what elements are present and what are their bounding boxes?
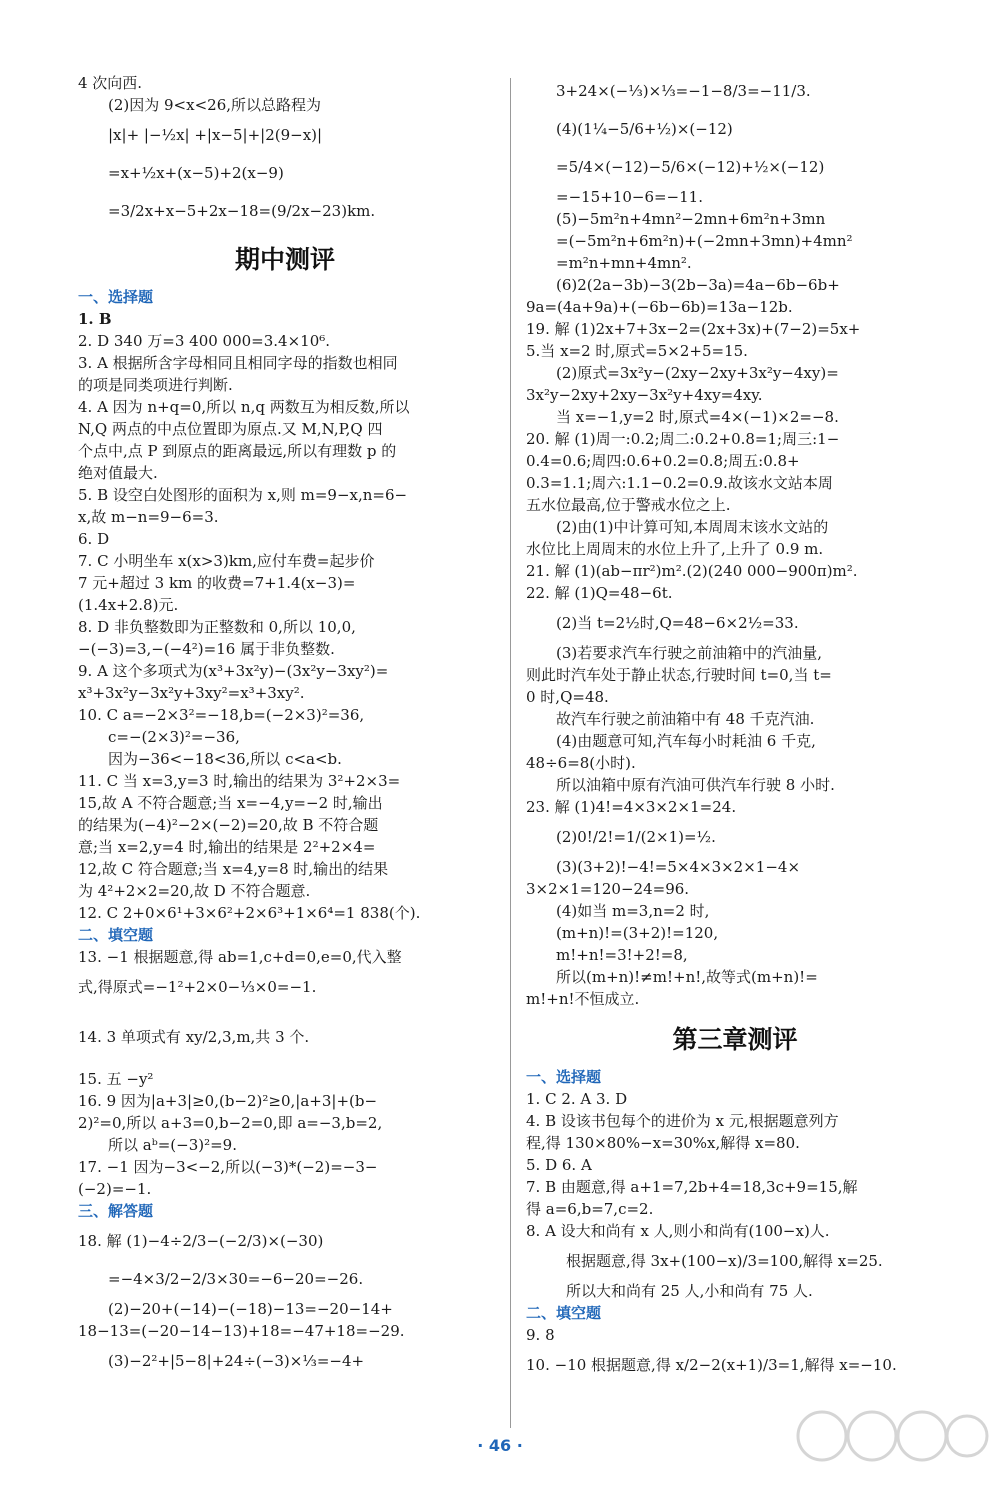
answer-line: (3)若要求汽车行驶之前油箱中的汽油量, (556, 644, 823, 662)
answer-line: 所以(m+n)!≠m!+n!,故等式(m+n)!= (556, 968, 818, 986)
answer-line: 故汽车行驶之前油箱中有 48 千克汽油. (556, 710, 815, 728)
answer-line: 所以 aᵇ=(−3)²=9. (108, 1136, 237, 1154)
answer-line: 7. C 小明坐车 x(x>3)km,应付车费=起步价 (78, 552, 375, 570)
answer-line: 14. 3 单项式有 xy/2,3,m,共 3 个. (78, 1028, 310, 1046)
answer-line: 13. −1 根据题意,得 ab=1,c+d=0,e=0,代入整 (78, 948, 402, 966)
answer-line: 5.当 x=2 时,原式=5×2+5=15. (526, 342, 748, 360)
answer-line: 因为−36<−18<36,所以 c<a<b. (108, 750, 342, 768)
answer-line: 16. 9 因为|a+3|≥0,(b−2)²≥0,|a+3|+(b− (78, 1092, 378, 1110)
answer-line: m!+n!不恒成立. (526, 990, 640, 1008)
answer-line: (2)原式=3x²y−(2xy−2xy+3x²y−4xy)= (556, 364, 839, 382)
answer-line: =5/4×(−12)−5/6×(−12)+½×(−12) (556, 158, 825, 176)
answer-line: 4 次向西. (78, 74, 143, 92)
section-heading: 一、选择题 (78, 288, 154, 306)
answer-line: 18−13=(−20−14−13)+18=−47+18=−29. (78, 1322, 405, 1340)
answer-line: x,故 m−n=9−6=3. (78, 508, 219, 526)
answer-line: 绝对值最大. (78, 464, 158, 482)
answer-line: 则此时汽车处于静止状态,行驶时间 t=0,当 t= (526, 666, 832, 684)
answer-line: 8. A 设大和尚有 x 人,则小和尚有(100−x)人. (526, 1222, 830, 1240)
answer-line: 7. B 由题意,得 a+1=7,2b+4=18,3c+9=15,解 (526, 1178, 858, 1196)
answer-line: 12,故 C 符合题意;当 x=4,y=8 时,输出的结果 (78, 860, 389, 878)
column-divider (510, 78, 511, 1428)
answer-line: 程,得 130×80%−x=30%x,解得 x=80. (526, 1134, 800, 1152)
answer-line: 为 4²+2×2=20,故 D 不符合题意. (78, 882, 311, 900)
answer-line: (3)−2²+|5−8|+24÷(−3)×⅓=−4+ (108, 1352, 365, 1370)
answer-line: |x|+ |−½x| +|x−5|+|2(9−x)| (108, 126, 323, 144)
answer-line: 22. 解 (1)Q=48−6t. (526, 584, 673, 602)
answer-line: c=−(2×3)²=−36, (108, 728, 240, 746)
answer-line: 10. C a=−2×3²=−18,b=(−2×3)²=36, (78, 706, 365, 724)
answer-line: (2)0!/2!=1/(2×1)=½. (556, 828, 716, 846)
answer-line: 20. 解 (1)周一:0.2;周二:0.2+0.8=1;周三:1− (526, 430, 840, 448)
answer-line: 9a=(4a+9a)+(−6b−6b)=13a−12b. (526, 298, 793, 316)
answer-line: −(−3)=3,−(−4²)=16 属于非负整数. (78, 640, 335, 658)
answer-line: 2)²=0,所以 a+3=0,b−2=0,即 a=−3,b=2, (78, 1114, 383, 1132)
answer-line: x³+3x²y−3x²y+3xy²=x³+3xy². (78, 684, 305, 702)
answer-line: 得 a=6,b=7,c=2. (526, 1200, 654, 1218)
answer-line: 所以油箱中原有汽油可供汽车行驶 8 小时. (556, 776, 835, 794)
answer-line: (5)−5m²n+4mn²−2mn+6m²n+3mn (556, 210, 826, 228)
answer-line: (2)由(1)中计算可知,本周周末该水文站的 (556, 518, 829, 536)
answer-line: 1. B (78, 310, 112, 328)
answer-line: m!+n!=3!+2!=8, (556, 946, 688, 964)
answer-line: 1. C 2. A 3. D (526, 1090, 628, 1108)
answer-line: 个点中,点 P 到原点的距离最远,所以有理数 p 的 (78, 442, 397, 460)
answer-line: =(−5m²n+6m²n)+(−2mn+3mn)+4mn² (556, 232, 853, 250)
answer-line: 五水位最高,位于警戒水位之上. (526, 496, 731, 514)
answer-line: 17. −1 因为−3<−2,所以(−3)*(−2)=−3− (78, 1158, 378, 1176)
answer-line: 根据题意,得 3x+(100−x)/3=100,解得 x=25. (566, 1252, 883, 1270)
answer-line: (6)2(2a−3b)−3(2b−3a)=4a−6b−6b+ (556, 276, 840, 294)
answer-line: 3+24×(−⅓)×⅓=−1−8/3=−11/3. (556, 82, 811, 100)
answer-line: (4)由题意可知,汽车每小时耗油 6 千克, (556, 732, 816, 750)
answer-line: 15,故 A 不符合题意;当 x=−4,y=−2 时,输出 (78, 794, 383, 812)
answer-line: 4. A 因为 n+q=0,所以 n,q 两数互为相反数,所以 (78, 398, 410, 416)
left-column (78, 72, 492, 1380)
answer-line: (2)−20+(−14)−(−18)−13=−20−14+ (108, 1300, 393, 1318)
answer-line: 11. C 当 x=3,y=3 时,输出的结果为 3²+2×3= (78, 772, 401, 790)
section-title: 第三章测评 (672, 1025, 798, 1054)
section-title: 期中测评 (234, 245, 335, 274)
answer-line: (2)当 t=2½时,Q=48−6×2½=33. (556, 614, 799, 632)
answer-line: 12. C 2+0×6¹+3×6²+2×6³+1×6⁴=1 838(个). (78, 904, 421, 922)
answer-line: 式,得原式=−1²+2×0−⅓×0=−1. (78, 978, 317, 996)
answer-line: 15. 五 −y² (78, 1070, 154, 1088)
answer-line: (−2)=−1. (78, 1180, 152, 1198)
answer-line: 23. 解 (1)4!=4×3×2×1=24. (526, 798, 737, 816)
answer-line: 0.3=1.1;周六:1.1−0.2=0.9.故该水文站本周 (526, 474, 833, 492)
watermark-logo (792, 1396, 992, 1486)
answer-line: 意;当 x=2,y=4 时,输出的结果是 2²+2×4= (78, 838, 376, 856)
answer-line: =3/2x+x−5+2x−18=(9/2x−23)km. (108, 202, 376, 220)
answer-line: (1.4x+2.8)元. (78, 596, 179, 614)
answer-line: N,Q 两点的中点位置即为原点.又 M,N,P,Q 四 (78, 420, 383, 438)
answer-line: 4. B 设该书包每个的进价为 x 元,根据题意列方 (526, 1112, 839, 1130)
answer-line: 48÷6=8(小时). (526, 754, 636, 772)
answer-line: =−15+10−6=−11. (556, 188, 703, 206)
answer-line: 的结果为(−4)²−2×(−2)=20,故 B 不符合题 (78, 816, 379, 834)
answer-line: 0 时,Q=48. (526, 688, 609, 706)
section-heading: 三、解答题 (78, 1202, 154, 1220)
answer-line: 18. 解 (1)−4÷2/3−(−2/3)×(−30) (78, 1232, 324, 1250)
answer-line: =−4×3/2−2/3×30=−6−20=−26. (108, 1270, 364, 1288)
right-column (526, 72, 944, 1384)
answer-line: (2)因为 9<x<26,所以总路程为 (108, 96, 322, 114)
section-heading: 一、选择题 (526, 1068, 602, 1086)
answer-line: (m+n)!=(3+2)!=120, (556, 924, 719, 942)
section-heading: 二、填空题 (526, 1304, 602, 1322)
answer-line: =x+½x+(x−5)+2(x−9) (108, 164, 284, 182)
answer-line: 所以大和尚有 25 人,小和尚有 75 人. (566, 1282, 813, 1300)
answer-line: 9. A 这个多项式为(x³+3x²y)−(3x²y−3xy²)= (78, 662, 389, 680)
answer-line: 5. D 6. A (526, 1156, 592, 1174)
answer-line: 当 x=−1,y=2 时,原式=4×(−1)×2=−8. (556, 408, 839, 426)
section-heading: 二、填空题 (78, 926, 154, 944)
answer-line: 3×2×1=120−24=96. (526, 880, 690, 898)
answer-line: 6. D (78, 530, 110, 548)
answer-line: 水位比上周周末的水位上升了,上升了 0.9 m. (526, 540, 824, 558)
answer-line: 5. B 设空白处图形的面积为 x,则 m=9−x,n=6− (78, 486, 408, 504)
answer-line: 8. D 非负整数即为正整数和 0,所以 10,0, (78, 618, 356, 636)
page-number: · 46 · (477, 1436, 523, 1455)
answer-line: 3x²y−2xy+2xy−3x²y+4xy=4xy. (526, 386, 763, 404)
answer-line: (3)(3+2)!−4!=5×4×3×2×1−4× (556, 858, 801, 876)
answer-line: 3. A 根据所含字母相同且相同字母的指数也相同 (78, 354, 398, 372)
answer-line: 2. D 340 万=3 400 000=3.4×10⁶. (78, 332, 331, 350)
answer-line: (4)(1¼−5/6+½)×(−12) (556, 120, 733, 138)
answer-line: 21. 解 (1)(ab−πr²)m².(2)(240 000−900π)m². (526, 562, 858, 580)
answer-line: (4)如当 m=3,n=2 时, (556, 902, 710, 920)
answer-line: 的项是同类项进行判断. (78, 376, 233, 394)
answer-line: 10. −10 根据题意,得 x/2−2(x+1)/3=1,解得 x=−10. (526, 1356, 897, 1374)
answer-line: 9. 8 (526, 1326, 555, 1344)
answer-line: 0.4=0.6;周四:0.6+0.2=0.8;周五:0.8+ (526, 452, 800, 470)
answer-line: 19. 解 (1)2x+7+3x−2=(2x+3x)+(7−2)=5x+ (526, 320, 861, 338)
answer-line: 7 元+超过 3 km 的收费=7+1.4(x−3)= (78, 574, 356, 592)
answer-line: =m²n+mn+4mn². (556, 254, 692, 272)
